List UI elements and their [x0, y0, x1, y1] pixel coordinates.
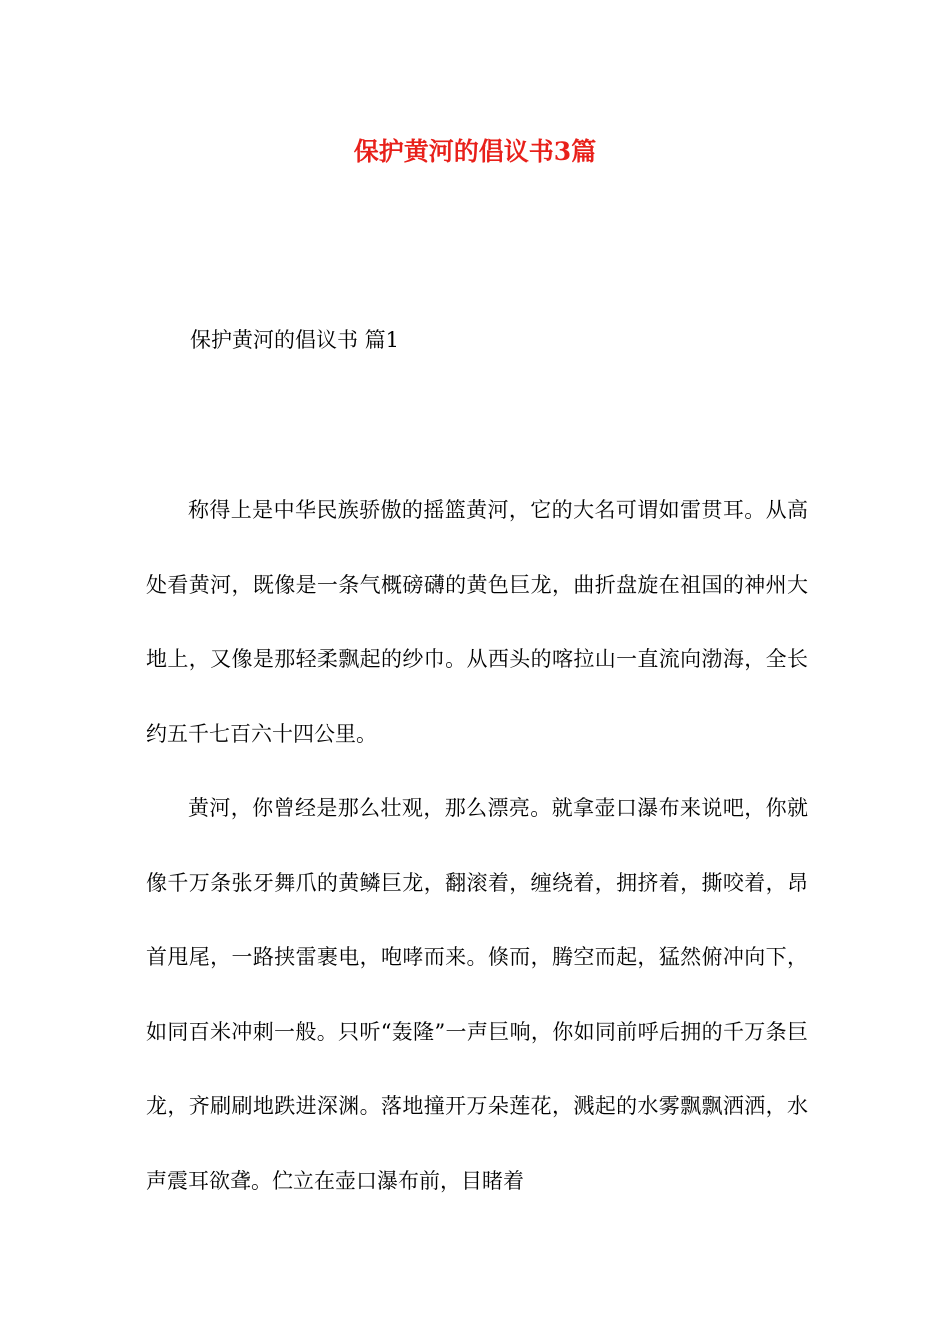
document-title: 保护黄河的倡议书3篇	[353, 137, 597, 166]
paragraph-1: 称得上是中华民族骄傲的摇篮黄河，它的大名可谓如雷贯耳。从高处看黄河，既像是一条气概磅礴的黄色巨龙，曲折盘旋在祖国的神州大地上，又像是那轻柔飘起的纱巾。从西头的喀拉山一直流向渤海，全长约五千七百六十四公里。	[146, 498, 808, 746]
paragraph-2: 黄河，你曾经是那么壮观，那么漂亮。就拿壶口瀑布来说吧，你就像千万条张牙舞爪的黄鳞巨龙，翻滚着，缠绕着，拥挤着，撕咬着，昂首甩尾，一路挟雷裹电，咆哮而来。倏而，腾空而起，猛然俯冲向下，如同百米冲刺一般。只听“轰隆”一声巨响，你如同前呼后拥的千万条巨龙，齐刷刷地跌进深渊。落地撞开万朵莲花，溅起的水雾飘飘洒洒，水声震耳欲聋。伫立在壶口瀑布前，目睹着	[146, 796, 808, 1193]
section-heading: 保护黄河的倡议书 篇1	[190, 328, 400, 352]
document-body	[146, 473, 808, 1218]
